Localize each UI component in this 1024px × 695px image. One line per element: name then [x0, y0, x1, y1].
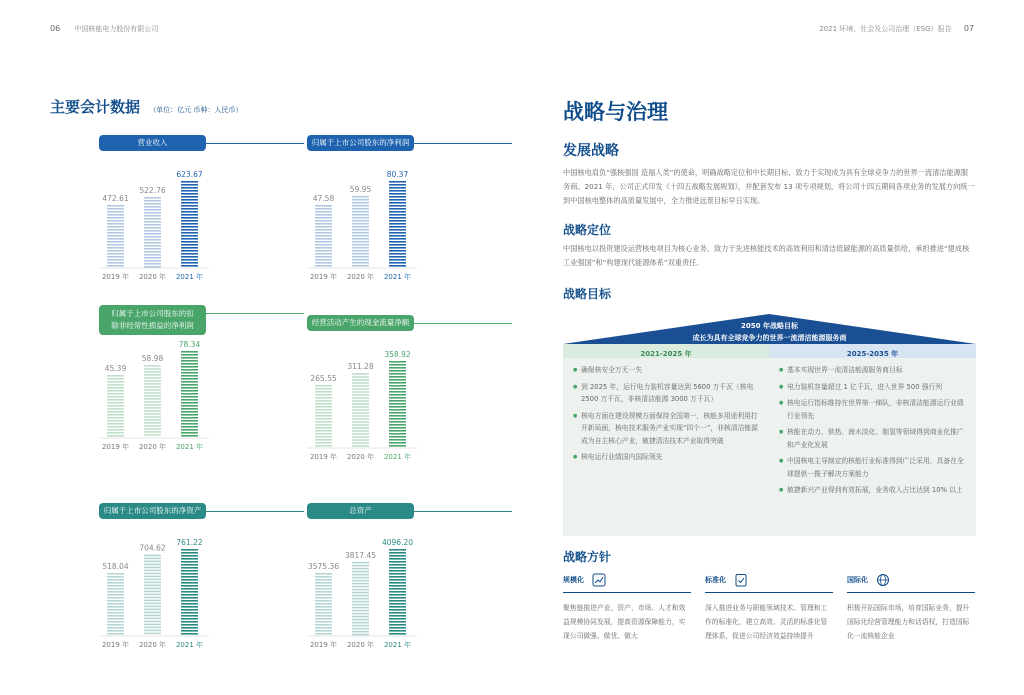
- chart-plot: [99, 135, 304, 295]
- chart-title: 归属于上市公司股东的净利润: [307, 135, 414, 151]
- policy-international-text: 积极开拓国际市场，培育国际业务，提升国际化经营管理能力和话语权，打造国际化一流核能企业: [847, 604, 970, 640]
- revenue-chart: [99, 135, 304, 295]
- category-label: 2021 年: [175, 273, 204, 281]
- positioning-text: 中国核电以投资建设运营核电项目为核心业务，致力于先进核能技术的高效利用和清洁低碳能源的高质量供给，承担推进“建成核工业强国”和“构建现代能源体系”双重责任。: [563, 244, 970, 267]
- category-label: 2020 年: [346, 453, 375, 461]
- chart-title: 总资产: [307, 503, 414, 519]
- bar: [144, 555, 161, 635]
- report-name: 2021 环境、社会及公司治理（ESG）报告: [819, 25, 952, 33]
- accounting-title-text: 主要会计数据: [50, 98, 141, 116]
- bar-value-label: 522.76: [139, 186, 166, 196]
- chart-title: 经营活动产生的现金流量净额: [307, 315, 414, 331]
- accounting-data-title: [50, 96, 242, 117]
- net-assets-chart: [99, 503, 304, 663]
- bar-value-label: 623.67: [176, 170, 203, 179]
- category-label: 2020 年: [346, 641, 375, 649]
- chart-title: 归属于上市公司股东的扣 除非经常性损益的净利润: [99, 305, 206, 335]
- bar: [352, 373, 369, 447]
- left-org-name: 中国核能电力股份有限公司: [74, 25, 159, 33]
- policy-standard-text: 深入推进业务与职能领域技术、管理和工作的标准化，建立高效、灵活的标准化管理体系，促进公司经济效益持续提升: [705, 604, 828, 640]
- total-assets-chart: [307, 503, 512, 663]
- operating-cashflow-chart: [307, 315, 512, 475]
- bar-value-label: 358.92: [384, 350, 411, 359]
- bar: [389, 181, 406, 267]
- bar: [181, 181, 198, 267]
- bar: [315, 205, 332, 267]
- goal-item: ● 敏捷新兴产业得到有效拓展，业务收入占比达到 10% 以上: [779, 484, 969, 497]
- category-label: 2020 年: [346, 273, 375, 281]
- category-label: 2021 年: [175, 641, 204, 649]
- policy-international: [847, 572, 975, 643]
- category-label: 2021 年: [175, 443, 204, 451]
- category-label: 2021 年: [383, 641, 412, 649]
- bar: [389, 361, 406, 447]
- bar-value-label: 78.34: [178, 340, 201, 349]
- category-label: 2021 年: [383, 273, 412, 281]
- goal-2050-text: 成长为具有全球竞争力的世界一流清洁能源服务商: [692, 334, 847, 342]
- right-page-header: [819, 24, 974, 34]
- bar-value-label: 3575.36: [307, 562, 340, 571]
- bar-value-label: 472.61: [102, 194, 129, 203]
- bar: [144, 197, 161, 268]
- policy-standard: [705, 572, 833, 643]
- chart-title: 归属于上市公司股东的净资产: [99, 503, 206, 519]
- goals-panel: [563, 314, 976, 536]
- bar-value-label: 47.58: [312, 194, 335, 203]
- policy-international-title: 国际化: [847, 576, 868, 584]
- goal-item: ● 核电运行指标维持在世界第一梯队，非核清洁能源运行业绩行业领先: [779, 397, 969, 422]
- right-page-number: 07: [963, 24, 974, 33]
- left-page-number: 06: [50, 24, 61, 33]
- goal-item: ● 到 2025 年，运行电力装机容量达到 5600 万千瓦（核电 2500 万千瓦，非核清洁能源 3000 万千瓦）: [573, 381, 763, 406]
- category-label: 2019 年: [309, 273, 338, 281]
- bar: [315, 573, 332, 635]
- deducted-net-profit-chart: [99, 305, 304, 465]
- category-label: 2020 年: [138, 443, 167, 451]
- bar: [315, 385, 332, 447]
- goal-2050-title: 2050 年战略目标: [741, 322, 798, 330]
- category-label: 2019 年: [309, 641, 338, 649]
- goal-col2-list: [779, 364, 969, 501]
- strategy-governance-title: 战略与治理: [563, 100, 668, 124]
- category-label: 2019 年: [101, 443, 130, 451]
- goals-title: 战略目标: [563, 287, 612, 301]
- policy-scale-title: 规模化: [563, 576, 584, 584]
- category-label: 2020 年: [138, 641, 167, 649]
- bar-value-label: 704.62: [139, 543, 166, 553]
- category-label: 2021 年: [383, 453, 412, 461]
- bar: [107, 573, 124, 635]
- bar: [181, 549, 198, 635]
- chart-plot: [307, 315, 512, 475]
- positioning-title: 战略定位: [563, 223, 612, 237]
- goal-item: ● 核电方面在建设规模方面保持全国第一，核能多用途利用打开新局面，核电技术服务产业实现“四个一”，非核清洁能源成为自主核心产业，敏捷清洁技术产业取得突破: [573, 410, 763, 448]
- bar-value-label: 265.55: [310, 374, 337, 383]
- checklist-icon: [734, 573, 748, 587]
- bar-value-label: 45.39: [104, 364, 127, 373]
- bar: [389, 549, 406, 635]
- dev-strategy-title: 发展战略: [563, 143, 619, 159]
- goal-item: ● 电力装机容量超过 1 亿千瓦，进入世界 500 强行列: [779, 381, 969, 394]
- bar-value-label: 80.37: [386, 170, 409, 179]
- unit-note: （单位：亿元 币种：人民币）: [149, 106, 243, 114]
- bar-value-label: 761.22: [176, 538, 203, 547]
- goal-col1-title: 2021-2025 年: [640, 350, 692, 358]
- goal-item: ● 核能在动力、供热、海水淡化、制氢等领域得到商业化推广和产业化发展: [779, 426, 969, 451]
- bar-value-label: 4096.20: [381, 538, 414, 547]
- policy-standard-title: 标准化: [705, 576, 726, 584]
- chart-plot: [307, 503, 512, 663]
- category-label: 2019 年: [101, 273, 130, 281]
- bar-value-label: 3817.45: [344, 550, 377, 560]
- chart-plot: [307, 135, 512, 295]
- globe-icon: [876, 573, 890, 587]
- goal-item: ● 确保核安全万无一失: [573, 364, 763, 377]
- bar-value-label: 518.04: [102, 562, 129, 571]
- policy-title: 战略方针: [563, 550, 612, 564]
- category-label: 2019 年: [309, 453, 338, 461]
- dev-strategy-text: 中国核电肩负“强核强国 造福人类”的使命，明确战略定位和中长期目标，致力于实现成为具有全球竞争力的世界一流清洁能源服务商。2021 年，公司正式印发《十四五战略发展规划》，并配套发布 13 项专项规划，将公司十四五期间各项业务的发展方向统一到中国核电整体的高质量发展中，全力推进远景目标早日实现。: [563, 168, 975, 205]
- goal-item: ● 中国核电主导制定的核能行业标准得到广泛采用，具备在全球提供一揽子解决方案能力: [779, 455, 969, 480]
- bar: [352, 562, 369, 636]
- net-profit-chart: [307, 135, 512, 295]
- bar: [144, 365, 161, 436]
- bar: [181, 351, 198, 437]
- bar-value-label: 311.28: [347, 362, 374, 372]
- bar: [352, 196, 369, 267]
- bar-value-label: 59.95: [349, 184, 372, 194]
- policy-scale-text: 聚焦链推进产业、资产、市场、人才和效益规模协同发展，提高资源保障能力，实现公司做强、做优、做大: [563, 604, 686, 640]
- bar-value-label: 58.98: [141, 354, 164, 364]
- left-page-header: [50, 24, 158, 34]
- goal-item: ● 基本实现世界一流清洁能源服务商目标: [779, 364, 969, 377]
- growth-chart-icon: [592, 573, 606, 587]
- chart-plot: [99, 503, 304, 663]
- goal-col1-list: [573, 364, 763, 468]
- category-label: 2019 年: [101, 641, 130, 649]
- chart-plot: [99, 305, 304, 465]
- policy-scale: [563, 572, 691, 643]
- chart-title: 营业收入: [99, 135, 206, 151]
- bar: [107, 375, 124, 437]
- goal-col2-title: 2025-2035 年: [846, 350, 899, 358]
- bar: [107, 205, 124, 267]
- goal-item: ● 核电运行业绩国内国际领先: [573, 451, 763, 464]
- category-label: 2020 年: [138, 273, 167, 281]
